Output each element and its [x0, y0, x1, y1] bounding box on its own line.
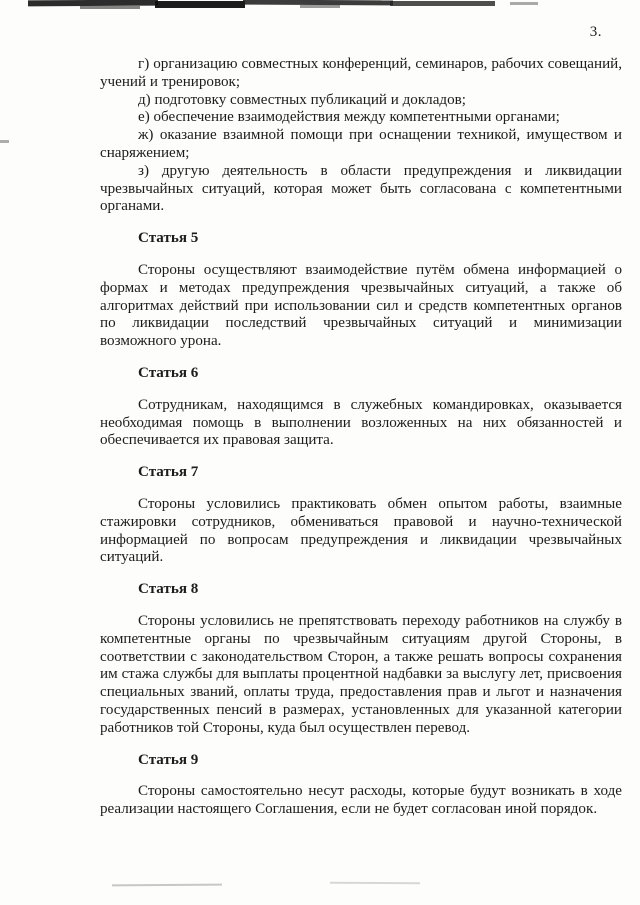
list-item: г) организацию совместных конференций, семинаров, рабочих совещаний, учений и тренировок;	[100, 56, 622, 90]
scan-artifact-bottom	[112, 884, 222, 887]
section-heading: Статья 5	[138, 230, 199, 247]
paragraph: Стороны условились практиковать обмен опытом работы, взаимные стажировки сотрудников, обмениваться правовой и научно-технической информацией по вопросам предупреждения и ликвидации чрезвычайных ситуаций.	[100, 495, 622, 566]
section-heading: Статья 9	[138, 751, 199, 768]
paragraph: Стороны самостоятельно несут расходы, которые будут возникать в ходе реализации настоящего Соглашения, если не будет согласован иной порядок.	[100, 783, 622, 818]
paragraph: Сотрудникам, находящимся в служебных командировках, оказывается необходимая помощь в выполнении возложенных на них обязанностей и обеспечивается их правовая защита.	[100, 396, 622, 449]
section-heading: Статья 6	[138, 364, 199, 381]
section-heading: Статья 7	[138, 464, 199, 481]
list-item: ж) оказание взаимной помощи при оснащении техникой, имуществом и снаряжением;	[100, 127, 622, 161]
list-item: з) другую деятельность в области предупреждения и ликвидации чрезвычайных ситуаций, которая может быть согласована с компетентными органами.	[100, 162, 622, 215]
list-item: е) обеспечение взаимодействия между компетентными органами;	[138, 109, 560, 126]
scan-artifact-left	[0, 140, 9, 143]
list-item: д) подготовку совместных публикаций и докладов;	[138, 91, 466, 108]
page-number: 3.	[589, 24, 602, 40]
scan-artifact-top	[0, 0, 640, 16]
section-heading: Статья 8	[138, 581, 199, 598]
paragraph: Стороны осуществляют взаимодействие путём обмена информацией о формах и методах предупреждения чрезвычайных ситуаций, а также об алгоритмах действий при использовании сил и средств компетентных органов по ликвидации последствий чрезвычайных ситуаций и минимизации возможного урона.	[100, 261, 622, 350]
paragraph: Стороны условились не препятствовать переходу работников на службу в компетентные органы по чрезвычайным ситуациям другой Стороны, в соответствии с законодательством Сторон, а также решать вопросы сохранения им стажа службы для выплаты процентной надбавки за выслугу лет, присвоения специальных званий, оплаты труда, предоставления прав и льгот и назначения государственных пенсий в размерах, установленных для указанной категории работников той Стороны, куда был осуществлен перевод.	[100, 612, 622, 736]
document-body	[100, 56, 622, 819]
scan-artifact-bottom	[330, 882, 420, 884]
